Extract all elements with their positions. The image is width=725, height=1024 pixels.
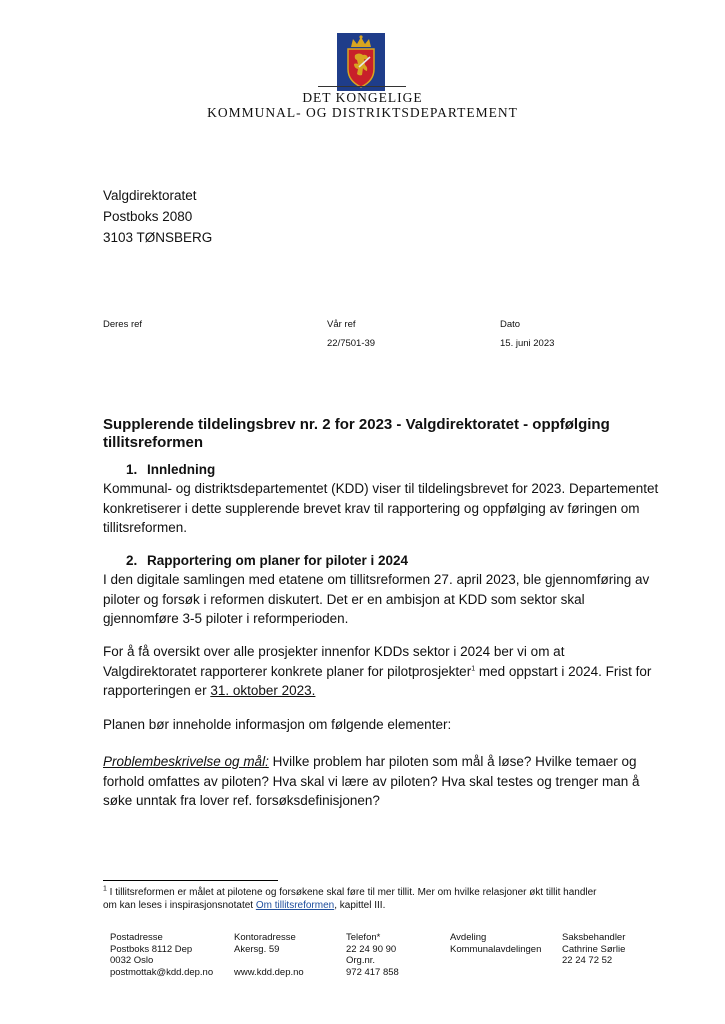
- dato-value: 15. juni 2023: [500, 338, 555, 349]
- title-line2: tillitsreformen: [103, 434, 204, 451]
- body-line: Planen bør inneholde informasjon om følgende elementer:: [103, 717, 452, 732]
- letterhead-line1: DET KONGELIGE: [302, 90, 423, 105]
- footnote-text: , kapittel III.: [334, 900, 386, 911]
- coat-of-arms-logo: [337, 33, 385, 91]
- footer-value: postmottak@kdd.dep.no: [110, 966, 214, 978]
- footer-label: Avdeling: [450, 932, 487, 943]
- section2-number: 2.: [126, 553, 138, 568]
- footer-value: Kommunalavdelingen: [450, 943, 542, 955]
- tillitsreformen-link[interactable]: Om tillitsreformen: [255, 900, 335, 911]
- footnote-mark: 1: [103, 885, 107, 893]
- section2-paragraph3: [103, 715, 663, 735]
- body-line: forhold omfattes av piloten? Hva skal vi lære av piloten? Hva skal testes og trenger man å: [103, 773, 640, 789]
- footer-kontoradresse: [234, 932, 304, 978]
- body-text: Valgdirektoratet rapporterer konkrete planer for pilotprosjekter: [103, 663, 472, 679]
- footer-telefon: [346, 932, 399, 978]
- footer-value: Org.nr.: [346, 955, 376, 966]
- footer-value: Akersg. 59: [234, 943, 280, 955]
- footer-value: 22 24 90 90: [346, 943, 397, 955]
- footer-avdeling: [450, 932, 541, 955]
- recipient-city: 3103 TØNSBERG: [103, 230, 213, 245]
- section2-paragraph2: [103, 642, 663, 701]
- deres-ref-label: Deres ref: [103, 319, 143, 330]
- footnote-text: om kan leses i inspirasjonsnotatet: [103, 900, 256, 911]
- section1-body: [103, 479, 663, 538]
- body-text: med oppstart i 2024. Frist for: [475, 663, 652, 679]
- section2-heading: Rapportering om planer for piloter i 2024: [147, 553, 409, 568]
- body-line: For å få oversikt over alle prosjekter innenfor KDDs sektor i 2024 ber vi om at: [103, 644, 565, 659]
- body-line: [103, 662, 663, 682]
- var-ref-value: 22/7501-39: [327, 338, 376, 349]
- body-line: konkretiserer i dette supplerende brevet krav til rapportering og oppfølging av føringen om: [103, 500, 640, 516]
- body-line: I den digitale samlingen med etatene om tillitsreformen 27. april 2023, ble gjennomføring av: [103, 572, 650, 587]
- footnote-rule: [103, 880, 278, 881]
- deadline-date: 31. oktober 2023.: [210, 683, 316, 698]
- body-text: rapporteringen er: [103, 683, 211, 698]
- section1-heading: Innledning: [147, 462, 216, 477]
- footer-value: Postboks 8112 Dep: [110, 943, 193, 955]
- footnote: [103, 886, 663, 912]
- body-line: gjennomføre 3-5 piloter i reformperioden.: [103, 611, 349, 626]
- body-text: Hvilke problem har piloten som mål å løse? Hvilke temaer og: [268, 754, 637, 769]
- footer-label: Kontoradresse: [234, 932, 296, 943]
- footer-spacer: [234, 955, 304, 967]
- footnote-line1: [103, 886, 663, 899]
- body-line: søke unntak fra lover ref. forsøksdefinisjonen?: [103, 793, 380, 808]
- section1-number: 1.: [126, 462, 138, 477]
- letter-title: [103, 416, 663, 452]
- section2-body: [103, 570, 663, 629]
- footnote-ref: 1: [471, 665, 476, 672]
- body-line: tillitsreformen.: [103, 520, 188, 535]
- footer-saksbehandler: [562, 932, 625, 967]
- footer-value: 0032 Oslo: [110, 955, 154, 966]
- footnote-text: I tillitsreformen er målet at pilotene og forsøkene skal føre til mer tillit. Mer om hvilke relasjoner økt tillit handler: [106, 887, 597, 898]
- letterhead-line2: KOMMUNAL- OG DISTRIKTSDEPARTEMENT: [207, 105, 518, 120]
- recipient-address: [103, 185, 212, 248]
- section2-paragraph4: [103, 752, 663, 811]
- recipient-name: Valgdirektoratet: [103, 188, 197, 203]
- footer-value: 22 24 72 52: [562, 955, 613, 966]
- footer-value: www.kdd.dep.no: [234, 966, 304, 978]
- var-ref-label: Vår ref: [327, 319, 356, 330]
- title-line1: Supplerende tildelingsbrev nr. 2 for 2023 - Valgdirektoratet - oppfølging: [103, 416, 610, 433]
- footer-label: Postadresse: [110, 932, 163, 943]
- footer-label: Telefon*: [346, 932, 381, 943]
- body-line: Kommunal- og distriktsdepartementet (KDD) viser til tildelingsbrevet for 2023. Departementet: [103, 481, 659, 496]
- body-line: [103, 752, 663, 772]
- footer-postadresse: [110, 932, 213, 978]
- body-line: [103, 681, 663, 701]
- body-line: piloter og forsøk i reformen diskutert. Det er en ambisjon at KDD som sektor skal: [103, 591, 585, 607]
- footnote-line2: [103, 899, 663, 912]
- problem-label: Problembeskrivelse og mål:: [103, 754, 269, 769]
- footer-label: Saksbehandler: [562, 932, 626, 943]
- footer-value: 972 417 858: [346, 966, 399, 978]
- recipient-box: Postboks 2080: [103, 209, 193, 224]
- footer-value: Cathrine Sørlie: [562, 943, 626, 955]
- letterhead-rule: [318, 86, 406, 87]
- dato-label: Dato: [500, 319, 521, 330]
